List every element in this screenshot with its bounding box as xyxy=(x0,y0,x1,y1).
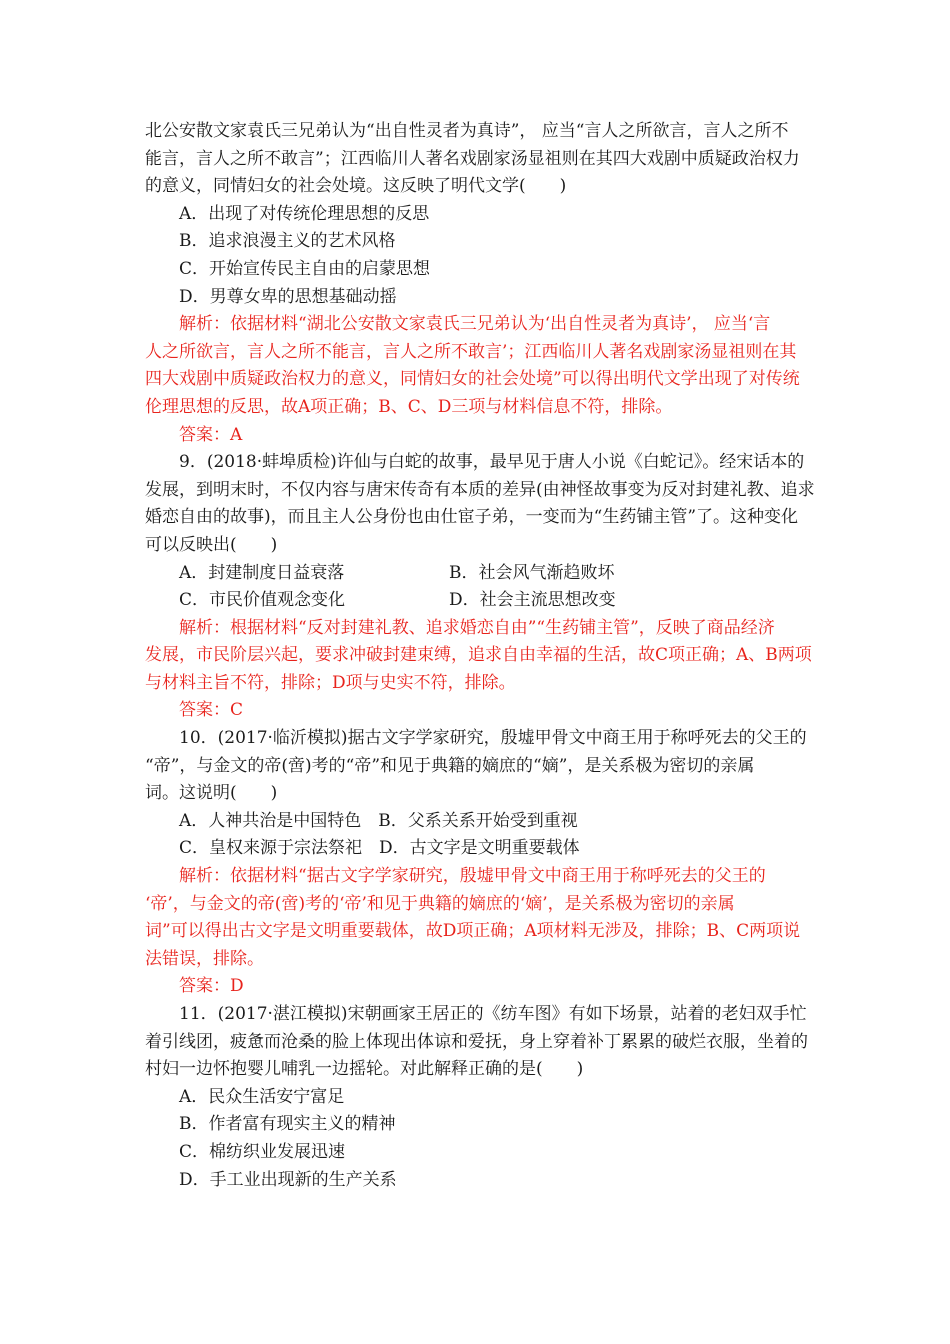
option-d: D．手工业出现新的生产关系 xyxy=(179,1169,397,1190)
analysis-line: 发展，市民阶层兴起，要求冲破封建束缚，追求自由幸福的生活，故C项正确；A、B两项 xyxy=(145,645,812,666)
question-stem-line: “帝”，与金文的帝(啻)考的“帝”和见于典籍的嫡庶的“嫡”，是关系极为密切的亲属 xyxy=(145,755,755,776)
option-a: A．封建制度日益衰落 xyxy=(179,562,345,583)
question-stem-line: 11．(2017·湛江模拟)宋朝画家王居正的《纺车图》有如下场景，站着的老妇双手忙 xyxy=(179,1004,807,1024)
question-stem-line: 着引线团，疲惫而沧桑的脸上体现出体谅和爱抚，身上穿着补丁累累的破烂衣服，坐着的 xyxy=(145,1031,808,1052)
question-9 xyxy=(145,449,815,725)
option-b: B．作者富有现实主义的精神 xyxy=(179,1114,396,1135)
question-11 xyxy=(145,1001,808,1194)
question-stem-line: 可以反映出( ) xyxy=(145,534,278,555)
document-page xyxy=(145,118,815,1194)
option-d: D．社会主流思想改变 xyxy=(449,590,616,611)
analysis-line: ‘帝’，与金文的帝(啻)考的‘帝’和见于典籍的嫡庶的‘嫡’，是关系极为密切的亲属 xyxy=(145,893,735,914)
question-stem-line: 能言，言人之所不敢言”；江西临川人著名戏剧家汤显祖则在其四大戏剧中质疑政治权力 xyxy=(145,148,800,169)
answer: 答案：C xyxy=(179,700,244,721)
answer: 答案：A xyxy=(179,424,243,445)
analysis-line: 伦理思想的反思，故A项正确；B、C、D三项与材料信息不符，排除。 xyxy=(145,396,673,417)
analysis-line: 解析：依据材料“湖北公安散文家袁氏三兄弟认为‘出自性灵者为真诗’， 应当‘言 xyxy=(179,314,771,335)
option-b: B．追求浪漫主义的艺术风格 xyxy=(179,231,396,252)
question-stem-line: 词。这说明( ) xyxy=(145,783,278,804)
analysis-line: 与材料主旨不符，排除；D项与史实不符，排除。 xyxy=(145,672,516,693)
question-stem-line: 发展，到明末时，不仅内容与唐宋传奇有本质的差异(由神怪故事变为反对封建礼教、追求 xyxy=(145,479,815,500)
options-row: A．人神共治是中国特色 B．父系关系开始受到重视 xyxy=(179,810,578,831)
question-stem-line: 婚恋自由的故事)，而且主人公身份也由仕宦子弟，一变而为“生药铺主管”了。这种变化 xyxy=(145,507,799,528)
analysis-line: 词”可以得出古文字是文明重要载体，故D项正确；A项材料无涉及，排除；B、C两项说 xyxy=(145,921,801,942)
options-row xyxy=(145,560,805,588)
analysis-line: 解析：依据材料“据古文字学家研究，殷墟甲骨文中商王用于称呼死去的父王的 xyxy=(179,866,766,887)
analysis-line: 法错误，排除。 xyxy=(145,948,264,969)
option-d: D．男尊女卑的思想基础动摇 xyxy=(179,286,397,307)
option-a: A．民众生活安宁富足 xyxy=(179,1086,345,1107)
option-a: A．出现了对传统伦理思想的反思 xyxy=(179,203,430,224)
option-c: C．开始宣传民主自由的启蒙思想 xyxy=(179,258,431,279)
question-stem-line: 村妇一边怀抱婴儿哺乳一边摇轮。对此解释正确的是( ) xyxy=(145,1059,584,1080)
options-row: C．皇权来源于宗法祭祀 D．古文字是文明重要载体 xyxy=(179,838,580,859)
question-8 xyxy=(145,118,805,449)
analysis-line: 解析：根据材料“反对封建礼教、追求婚恋自由”“生药铺主管”，反映了商品经济 xyxy=(179,617,775,638)
question-stem-line: 9．(2018·蚌埠质检)许仙与白蛇的故事，最早见于唐人小说《白蛇记》。经宋话本的 xyxy=(179,452,805,473)
question-stem-line: 的意义，同情妇女的社会处境。这反映了明代文学( ) xyxy=(145,176,567,197)
option-b: B．社会风气渐趋败坏 xyxy=(449,562,615,583)
analysis-line: 人之所欲言，言人之所不能言，言人之所不敢言’；江西临川人著名戏剧家汤显祖则在其 xyxy=(145,341,797,362)
answer: 答案：D xyxy=(179,976,244,997)
analysis-line: 四大戏剧中质疑政治权力的意义，同情妇女的社会处境”可以得出明代文学出现了对传统 xyxy=(145,369,800,390)
question-10 xyxy=(145,725,805,1001)
option-c: C．市民价值观念变化 xyxy=(179,590,346,611)
question-stem-line: 北公安散文家袁氏三兄弟认为“出自性灵者为真诗”， 应当“言人之所欲言，言人之所不 xyxy=(145,121,789,141)
options-row xyxy=(145,587,805,615)
option-c: C．棉纺织业发展迅速 xyxy=(179,1141,346,1162)
question-stem-line: 10．(2017·临沂模拟)据古文字学家研究，殷墟甲骨文中商王用于称呼死去的父王的 xyxy=(179,728,807,749)
